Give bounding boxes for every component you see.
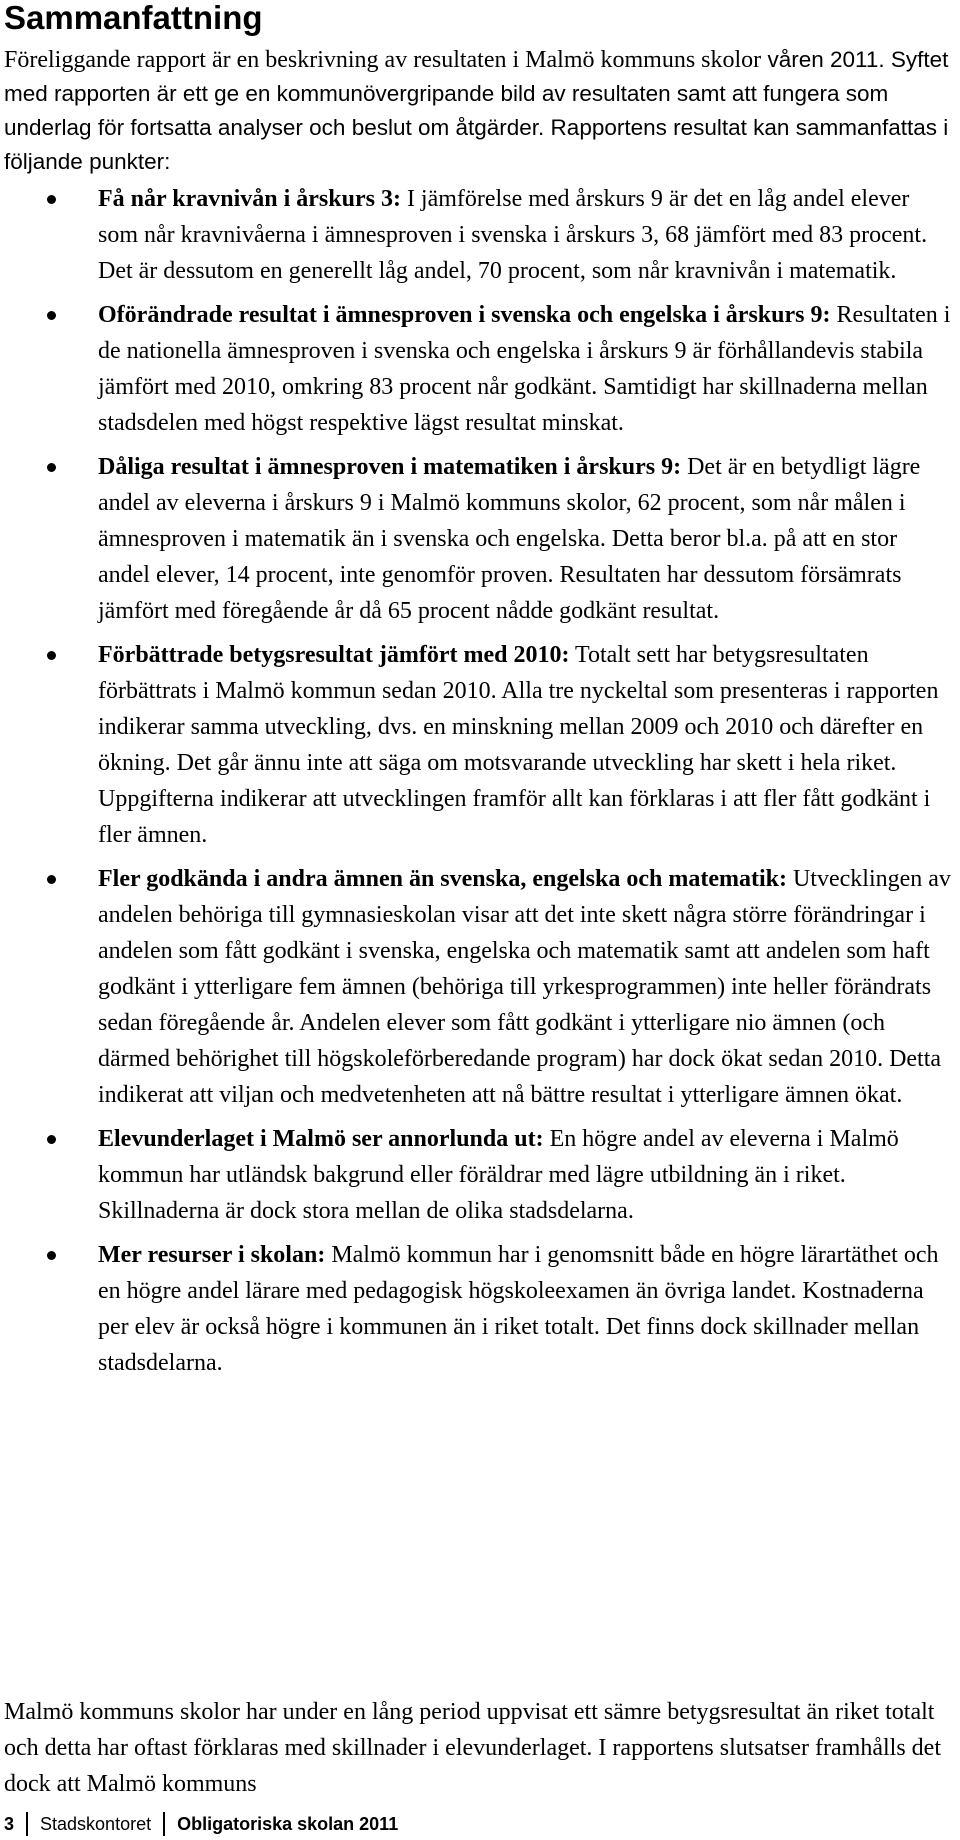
point-title: Dåliga resultat i ämnesproven i matematiken i årskurs 9: — [98, 454, 682, 480]
summary-points-list — [0, 181, 960, 1389]
point-text: Resultaten i de nationella ämnesproven i svenska och engelska i årskurs 9 är förhållandevis stabila jämfört med 2010, omkring 83 procent når godkänt. Samtidigt har skillnaderna mellan stadsdelen med högst respektive lägst resultat minskat. — [98, 302, 951, 436]
point-text: Malmö kommun har i genomsnitt både en högre lärartäthet och en högre andel lärare med pedagogisk högskoleexamen än övriga landet. Kostnaderna per elev är också högre i kommunen än i riket totalt. Det finns dock skillnader mellan stadsdelarna. — [98, 1242, 939, 1376]
summary-point — [0, 1121, 960, 1229]
point-text: Utvecklingen av andelen behöriga till gymnasieskolan visar att det inte skett några större förändringar i andelen som fått godkänt i svenska, engelska och matematik samt att andelen som haft godkänt i ytterligare fem ämnen (behöriga till yrkesprogrammen) inte heller förändrats sedan föregående år. Andelen elever som fått godkänt i ytterligare nio ämnen (och därmed behörighet till högskoleförberedande program) har dock ökat sedan 2010. Detta indikerat att viljan och medvetenheten att nå bättre resultat i ytterligare ämnen ökat. — [98, 866, 951, 1108]
point-text: Det är en betydligt lägre andel av eleverna i årskurs 9 i Malmö kommuns skolor, 62 procent, som når målen i ämnesproven i matematik än i svenska och engelska. Detta beror bl.a. på att en stor andel elever, 14 procent, inte genomför proven. Resultaten har dessutom försämrats jämfört med föregående år då 65 procent nådde godkänt resultat. — [98, 454, 921, 624]
page-title: Sammanfattning — [4, 0, 263, 36]
page-footer — [0, 1810, 960, 1838]
bullet-icon — [47, 463, 56, 472]
intro-rest: våren 2011. Syftet med rapporten är ett ge en kommunövergripande bild av resultaten samt att fungera som underlag för fortsatta analyser och beslut om åtgärder. Rapportens resultat kan sammanfattas i följande punkter: — [4, 47, 949, 174]
point-title: Elevunderlaget i Malmö ser annorlunda ut: — [98, 1126, 544, 1152]
bullet-icon — [47, 1135, 56, 1144]
bullet-icon — [47, 195, 56, 204]
point-text: En högre andel av eleverna i Malmö kommun har utländsk bakgrund eller föräldrar med lägre utbildning än i riket. Skillnaderna är dock stora mellan de olika stadsdelarna. — [98, 1126, 899, 1224]
bullet-icon — [47, 875, 56, 884]
point-title: Mer resurser i skolan: — [98, 1242, 326, 1268]
summary-point — [0, 1237, 960, 1381]
closing-paragraph: Malmö kommuns skolor har under en lång period uppvisat ett sämre betygsresultat än riket totalt och detta har oftast förklaras med skillnader i elevunderlaget. I rapportens slutsatser framhålls det dock att Malmö kommuns — [4, 1699, 941, 1797]
summary-point — [0, 449, 960, 629]
footer-organization: Stadskontoret — [40, 1814, 152, 1834]
footer-divider — [26, 1812, 28, 1836]
intro-lead: Föreliggande rapport är en beskrivning av resultaten i Malmö kommuns skolor — [4, 47, 762, 73]
point-text: I jämförelse med årskurs 9 är det en låg andel elever som når kravnivåerna i ämnesproven i svenska i årskurs 3, 68 jämfört med 83 procent. Det är dessutom en generellt låg andel, 70 procent, som når kravnivån i matematik. — [98, 186, 928, 284]
point-title: Förbättrade betygsresultat jämfört med 2010: — [98, 642, 570, 668]
intro-paragraph — [4, 43, 956, 179]
point-title: Fler godkända i andra ämnen än svenska, engelska och matematik: — [98, 866, 787, 892]
summary-point — [0, 297, 960, 441]
summary-point — [0, 861, 960, 1113]
summary-point — [0, 181, 960, 289]
point-text: Totalt sett har betygsresultaten förbättrats i Malmö kommun sedan 2010. Alla tre nyckeltal som presenteras i rapporten indikerar samma utveckling, dvs. en minskning mellan 2009 och 2010 och därefter en ökning. Det går ännu inte att säga om motsvarande utveckling har skett i hela riket. Uppgifterna indikerar att utvecklingen framför allt kan förklaras i att fler fått godkänt i fler ämnen. — [98, 642, 939, 848]
summary-point — [0, 637, 960, 853]
page-number: 3 — [4, 1814, 15, 1834]
bullet-icon — [47, 1251, 56, 1260]
bullet-icon — [47, 651, 56, 660]
footer-document-title: Obligatoriska skolan 2011 — [177, 1814, 399, 1834]
footer-divider — [163, 1812, 165, 1836]
point-title: Oförändrade resultat i ämnesproven i svenska och engelska i årskurs 9: — [98, 302, 831, 328]
point-title: Få når kravnivån i årskurs 3: — [98, 186, 401, 212]
bullet-icon — [47, 311, 56, 320]
